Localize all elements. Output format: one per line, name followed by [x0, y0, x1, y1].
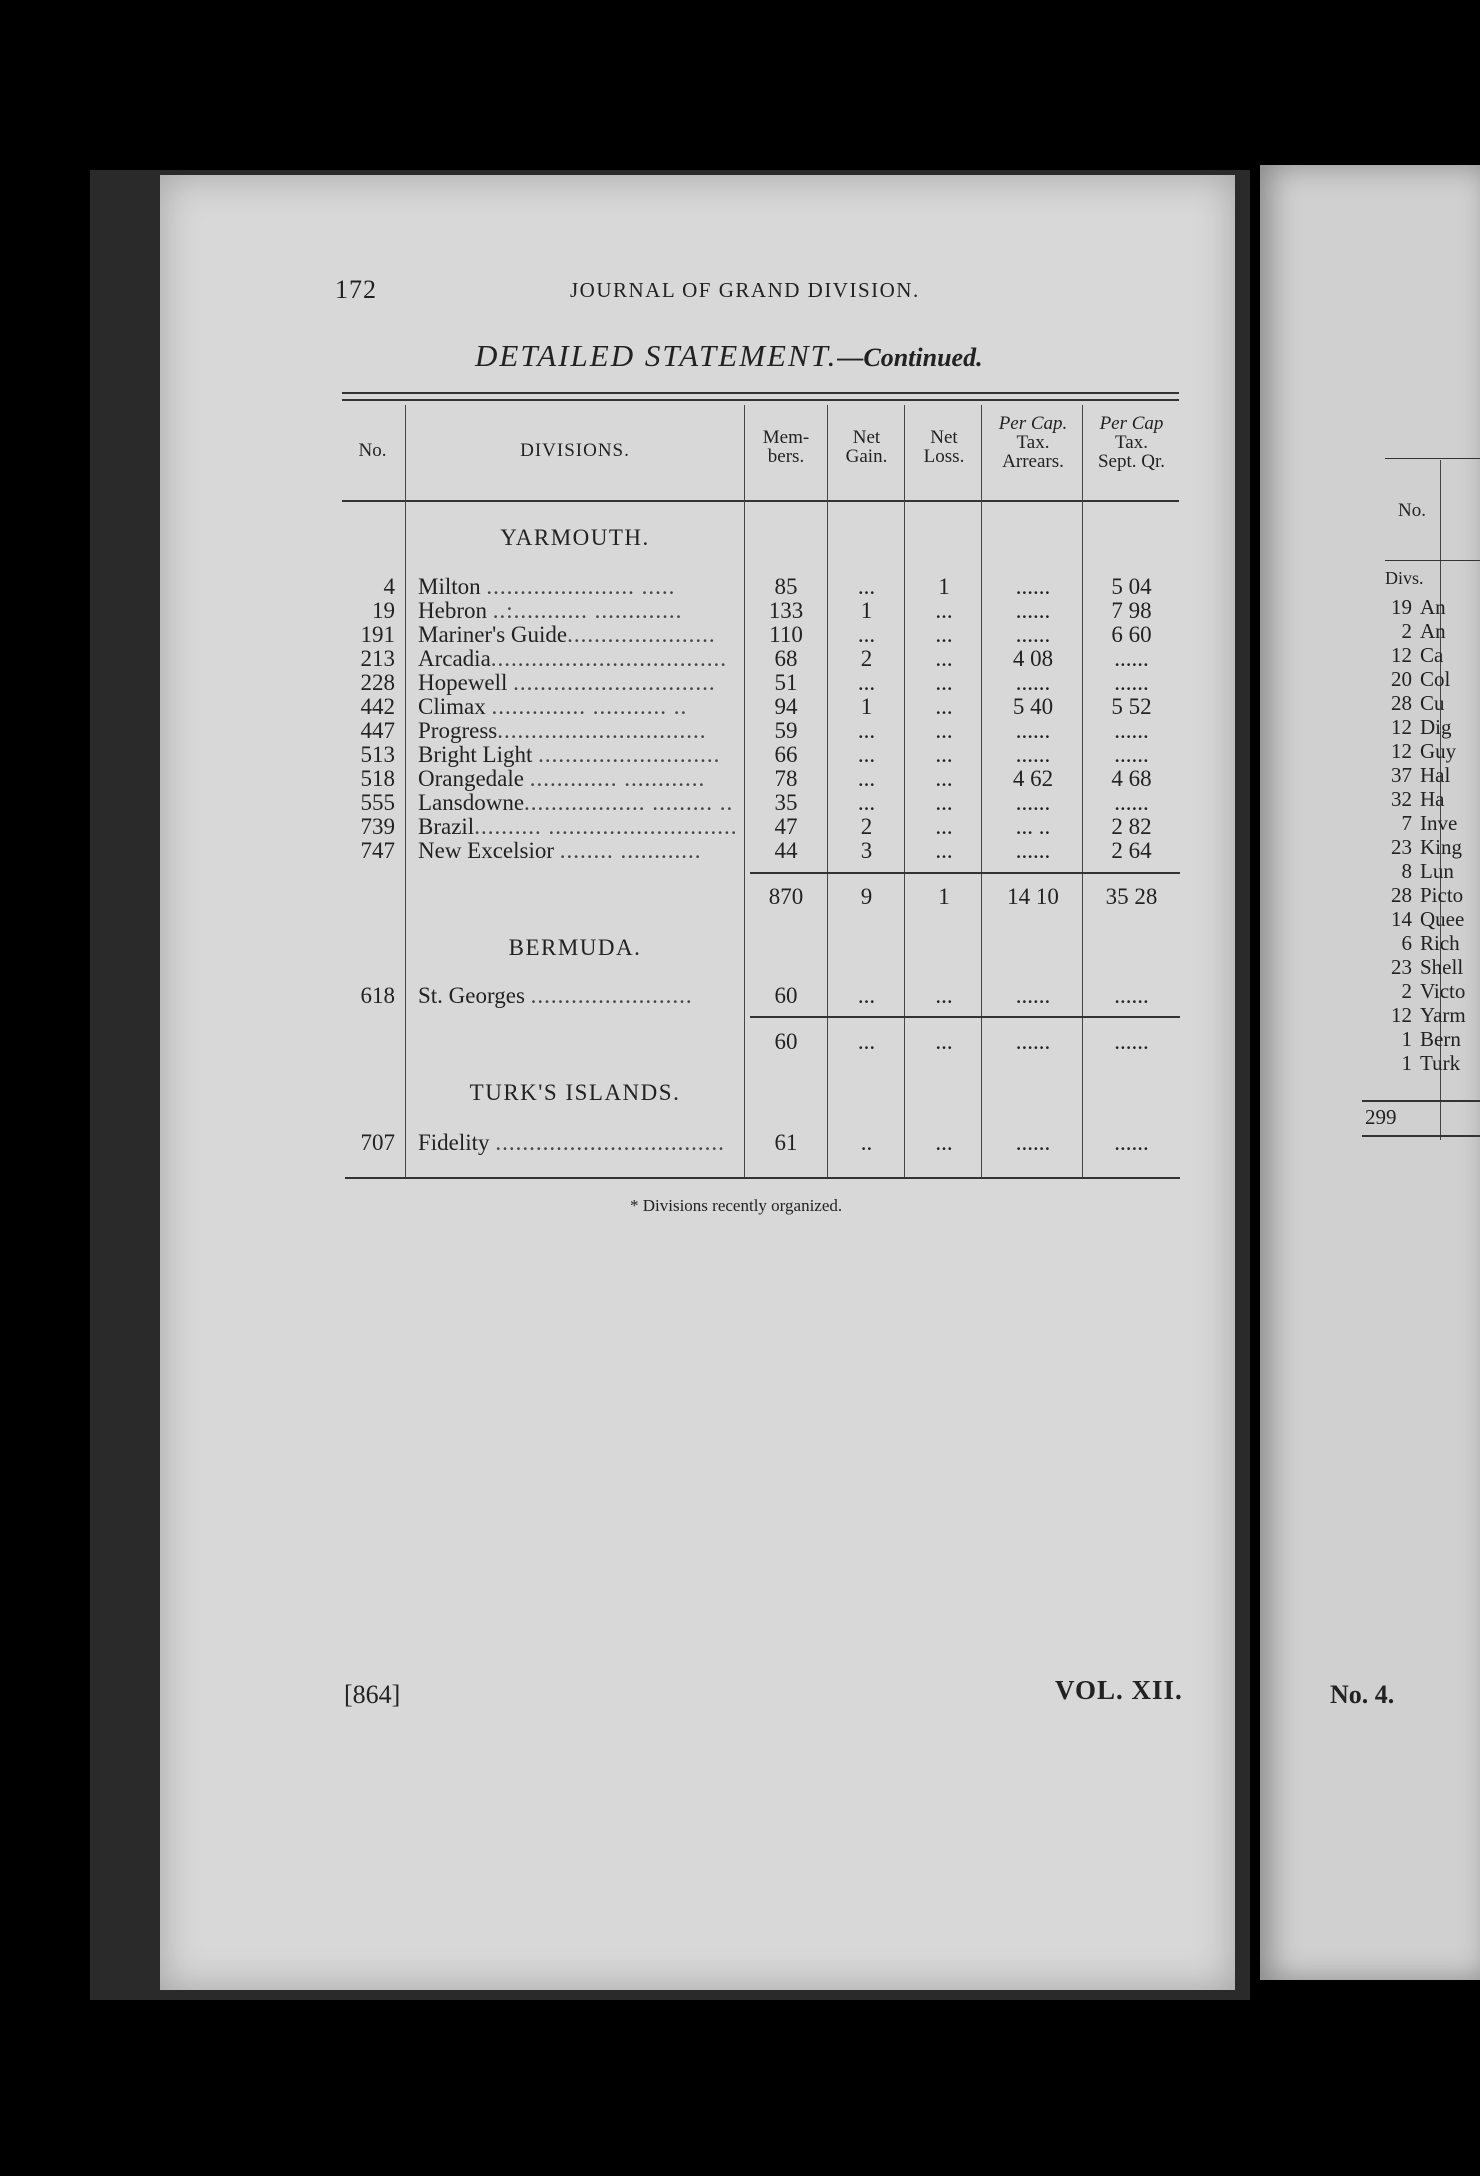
right-page-row-name: Inve	[1420, 811, 1458, 835]
row-members: 68	[774, 646, 798, 671]
right-page-row	[1360, 1051, 1480, 1075]
row-sept: 4 68	[1111, 766, 1152, 791]
row-leader-dots: ...................... .....	[486, 575, 676, 599]
row-no: 442	[360, 694, 395, 719]
right-page-row-count: 28	[1391, 883, 1412, 907]
row-name-text: Lansdowne	[418, 791, 525, 815]
total-sept: 35 28	[1105, 884, 1158, 909]
row-leader-dots: ...........................	[538, 743, 721, 767]
table-row	[0, 742, 1149, 767]
right-page-row-name: Yarm	[1420, 1003, 1466, 1027]
row-members: 85	[774, 574, 798, 599]
table-row	[0, 646, 1149, 671]
row-no: 739	[360, 814, 395, 839]
col-header-sept-2: Tax.	[1115, 432, 1148, 453]
right-page-row-name: Col	[1420, 667, 1451, 691]
right-page-row	[1360, 619, 1480, 643]
right-page-row-count: 28	[1391, 691, 1412, 715]
row-name-text: Progress	[418, 719, 498, 743]
table-row	[0, 983, 1149, 1008]
row-no: 4	[383, 574, 395, 599]
row-gain: ...	[857, 574, 876, 599]
row-gain: ...	[857, 622, 876, 647]
total-row	[0, 884, 1158, 909]
right-page-row-name: Ca	[1420, 643, 1444, 667]
row-loss: ...	[935, 790, 953, 815]
right-page-header-rule	[1385, 560, 1480, 561]
row-name	[418, 647, 740, 671]
row-name	[418, 815, 740, 839]
row-leader-dots: ...................................	[490, 647, 728, 671]
row-arrears: ......	[1015, 742, 1051, 767]
row-name-text: St. Georges	[418, 984, 525, 1008]
right-page-row-name: Dig	[1420, 715, 1452, 739]
row-leader-dots: ..............................	[513, 671, 716, 695]
row-sept: 6 60	[1111, 622, 1152, 647]
row-loss: 1	[938, 574, 950, 599]
header-bottom-rule	[342, 500, 1179, 502]
row-members: 47	[774, 814, 798, 839]
row-leader-dots: ............. ............	[529, 767, 706, 791]
row-name	[418, 767, 740, 791]
right-page-row-count: 12	[1391, 739, 1412, 763]
row-sept: ......	[1114, 742, 1149, 767]
right-page-row-count: 19	[1391, 595, 1412, 619]
row-leader-dots: ..:........... .............	[492, 599, 683, 623]
row-members: 59	[774, 718, 798, 743]
row-sept: ......	[1114, 1130, 1149, 1155]
table-bottom-rule	[345, 1177, 1180, 1179]
row-gain: ...	[857, 742, 876, 767]
col-header-arrears	[983, 414, 1083, 471]
right-page-row-name: Picto	[1420, 883, 1464, 907]
table-row	[0, 622, 1152, 647]
row-name-text: Orangedale	[418, 767, 524, 791]
row-leader-dots: ......................	[567, 623, 716, 647]
row-loss: ...	[935, 670, 953, 695]
total-gain: 9	[860, 884, 873, 909]
row-loss: ...	[935, 718, 953, 743]
total-loss: ...	[935, 1029, 953, 1054]
right-page-row	[1360, 811, 1480, 835]
table-row	[0, 814, 1152, 839]
footer-issue: No. 4.	[1330, 1680, 1395, 1709]
row-sept: 5 52	[1111, 694, 1152, 719]
row-loss: ...	[935, 983, 953, 1008]
right-page-row-count: 32	[1391, 787, 1412, 811]
row-sept: 2 64	[1111, 838, 1152, 863]
row-name-text: New Excelsior	[418, 839, 555, 863]
right-page-row	[1360, 715, 1480, 739]
col-header-sept-1: Per Cap	[1099, 413, 1164, 434]
row-name-text: Mariner's Guide	[418, 623, 568, 647]
section-heading-bermuda: BERMUDA.	[508, 935, 642, 960]
row-arrears: ......	[1015, 598, 1051, 623]
row-no: 19	[372, 598, 395, 623]
right-page-row	[1360, 787, 1480, 811]
row-no: 191	[360, 622, 395, 647]
running-title: JOURNAL OF GRAND DIVISION.	[570, 278, 920, 302]
row-name	[418, 743, 740, 767]
row-members: 44	[774, 838, 798, 863]
right-page-row	[1360, 955, 1480, 979]
right-page-row	[1360, 1003, 1480, 1027]
row-loss: ...	[935, 646, 953, 671]
row-name	[418, 984, 740, 1008]
right-page-row	[1360, 979, 1480, 1003]
row-gain: ...	[857, 766, 876, 791]
row-name-text: Arcadia	[418, 647, 491, 671]
footer-volume: VOL. XII.	[1055, 1675, 1183, 1705]
right-page-row-name: An	[1420, 619, 1446, 643]
row-members: 61	[774, 1130, 798, 1155]
row-sept: ......	[1114, 983, 1149, 1008]
row-name	[418, 623, 740, 647]
right-page-row	[1360, 691, 1480, 715]
right-page-row-count: 23	[1391, 955, 1412, 979]
row-name	[418, 599, 740, 623]
right-page-row	[1360, 643, 1480, 667]
right-page-row-count: 12	[1391, 643, 1412, 667]
right-page-row	[1360, 667, 1480, 691]
row-sept: ......	[1114, 646, 1149, 671]
right-page-row-count: 1	[1401, 1051, 1412, 1075]
col-header-members-2: bers.	[767, 446, 805, 467]
row-no: 618	[360, 983, 395, 1008]
right-page-row	[1360, 907, 1480, 931]
right-page-row	[1360, 1027, 1480, 1051]
row-arrears: ......	[1015, 983, 1051, 1008]
right-page-row-name: Ha	[1420, 787, 1445, 811]
right-page-total: 299	[1365, 1105, 1397, 1129]
right-page-col-no: No.	[1398, 500, 1426, 521]
col-header-members-1: Mem-	[762, 427, 810, 448]
row-loss: ...	[935, 598, 953, 623]
subtitle-continued: —Continued.	[837, 343, 983, 372]
table-row	[0, 598, 1152, 623]
row-members: 60	[774, 983, 798, 1008]
row-name	[418, 575, 740, 599]
row-sept: 7 98	[1111, 598, 1152, 623]
right-page-row-count: 6	[1401, 931, 1412, 955]
row-name-text: Hopewell	[418, 671, 508, 695]
col-header-arrears-2: Tax.	[1016, 432, 1050, 453]
row-arrears: 4 62	[1012, 766, 1054, 791]
row-members: 94	[774, 694, 798, 719]
total-loss: 1	[938, 884, 950, 909]
table-row	[0, 838, 1152, 863]
right-page-bottom-rule	[1362, 1135, 1480, 1137]
row-gain: ...	[857, 670, 876, 695]
row-loss: ...	[935, 838, 953, 863]
row-loss: ...	[935, 742, 953, 767]
col-header-gain-1: Net	[852, 427, 881, 448]
col-header-sept-3: Sept. Qr.	[1097, 451, 1166, 472]
row-members: 110	[769, 622, 803, 647]
row-no: 513	[360, 742, 395, 767]
table-top-rule-2	[342, 399, 1179, 401]
subtitle	[475, 338, 983, 374]
right-page-row-count: 1	[1401, 1027, 1412, 1051]
row-members: 35	[774, 790, 798, 815]
right-page-row-count: 7	[1401, 811, 1412, 835]
row-gain: 1	[860, 598, 873, 623]
footnote: * Divisions recently organized.	[630, 1196, 843, 1215]
row-name	[418, 695, 740, 719]
right-page-row	[1360, 595, 1480, 619]
section-heading-turks-islands: TURK'S ISLANDS.	[469, 1080, 681, 1105]
table-row	[0, 1130, 1149, 1155]
col-header-loss-2: Loss.	[923, 446, 965, 467]
right-page-row-count: 2	[1401, 979, 1412, 1003]
row-members: 78	[774, 766, 798, 791]
row-arrears: ......	[1015, 622, 1051, 647]
table-row	[0, 790, 1149, 815]
right-page-row-count: 20	[1391, 667, 1412, 691]
table-row	[0, 694, 1152, 719]
total-sept: ......	[1114, 1029, 1149, 1054]
right-page-row-count: 12	[1391, 715, 1412, 739]
row-sept: ......	[1114, 790, 1149, 815]
total-arrears: ......	[1015, 1029, 1051, 1054]
total-members: 60	[774, 1029, 798, 1054]
right-page-row-name: Shell	[1420, 955, 1464, 979]
row-arrears: ......	[1015, 670, 1051, 695]
table-row	[0, 670, 1149, 695]
row-name	[418, 839, 740, 863]
row-gain: ...	[857, 790, 876, 815]
row-loss: ...	[935, 766, 953, 791]
row-loss: ...	[935, 694, 953, 719]
right-page-row-name: Rich	[1420, 931, 1460, 955]
total-members: 870	[768, 884, 804, 909]
row-leader-dots: .................. ......... ..	[524, 791, 734, 815]
right-page-total-rule	[1362, 1100, 1480, 1102]
right-page-row-name: Quee	[1420, 907, 1465, 931]
total-arrears: 14 10	[1007, 884, 1059, 909]
row-arrears: 5 40	[1012, 694, 1054, 719]
col-header-gain-2: Gain.	[845, 446, 888, 467]
row-name-text: Brazil	[418, 815, 475, 839]
row-name	[418, 671, 740, 695]
right-page-row	[1360, 739, 1480, 763]
col-header-sept	[1084, 414, 1179, 471]
col-header-loss-1: Net	[930, 427, 958, 448]
right-page-row-name: Hal	[1420, 763, 1451, 787]
row-no: 747	[360, 838, 395, 863]
right-page-row	[1360, 763, 1480, 787]
row-name	[418, 1131, 740, 1155]
row-arrears: ......	[1015, 718, 1051, 743]
row-leader-dots: .............. ........... ..	[491, 695, 688, 719]
row-no: 555	[360, 790, 395, 815]
right-page-row	[1360, 859, 1480, 883]
row-name	[418, 791, 740, 815]
right-page-row-name: Turk	[1420, 1051, 1461, 1075]
right-page-row-count: 23	[1391, 835, 1412, 859]
table-row	[0, 766, 1152, 791]
row-leader-dots: .......... ............................	[474, 815, 738, 839]
subtitle-main: DETAILED STATEMENT.	[475, 338, 838, 373]
right-page-row-count: 2	[1401, 619, 1412, 643]
col-header-arrears-3: Arrears.	[1002, 451, 1064, 472]
col-header-no: No.	[358, 440, 387, 461]
row-gain: 3	[860, 838, 873, 863]
table-top-rule-1	[342, 392, 1179, 394]
table-row	[0, 718, 1149, 743]
right-page-row-name: King	[1420, 835, 1462, 859]
footer-folio: [864]	[344, 1680, 401, 1709]
col-header-gain	[828, 428, 905, 466]
right-page-top-rule	[1385, 458, 1480, 459]
col-header-loss	[906, 428, 982, 466]
row-name	[418, 719, 740, 743]
row-gain: 1	[860, 694, 873, 719]
row-arrears: ......	[1015, 574, 1051, 599]
row-arrears: ... ..	[1015, 814, 1051, 839]
row-leader-dots: ..................................	[495, 1131, 725, 1155]
right-page-row-name: Guy	[1420, 739, 1457, 763]
total-gain: ...	[857, 1029, 876, 1054]
table-row	[0, 574, 1152, 599]
right-page-row	[1360, 883, 1480, 907]
row-members: 66	[774, 742, 798, 767]
row-no: 707	[360, 1130, 395, 1155]
row-no: 213	[360, 646, 395, 671]
row-sept: 5 04	[1111, 574, 1152, 599]
row-sept: ......	[1114, 670, 1149, 695]
right-page-divs-label: Divs.	[1385, 568, 1424, 588]
row-loss: ...	[935, 814, 953, 839]
row-name-text: Hebron	[418, 599, 487, 623]
row-no: 447	[360, 718, 395, 743]
row-members: 133	[768, 598, 804, 623]
row-name-text: Bright Light	[418, 743, 533, 767]
row-name-text: Fidelity	[418, 1131, 490, 1155]
right-page-row-name: Victo	[1420, 979, 1466, 1003]
row-arrears: ......	[1015, 790, 1051, 815]
right-page-row-count: 12	[1391, 1003, 1412, 1027]
row-members: 51	[774, 670, 798, 695]
row-loss: ...	[935, 622, 953, 647]
right-page-row-count: 37	[1391, 763, 1412, 787]
row-sept: ......	[1114, 718, 1149, 743]
right-page-row	[1360, 835, 1480, 859]
row-no: 518	[360, 766, 395, 791]
row-leader-dots: ........ ............	[559, 839, 702, 863]
row-gain: 2	[860, 814, 873, 839]
row-gain: ..	[860, 1130, 873, 1155]
col-header-arrears-1: Per Cap.	[998, 413, 1068, 434]
row-arrears: ......	[1015, 838, 1051, 863]
row-name-text: Milton	[418, 575, 481, 599]
row-arrears: ......	[1015, 1130, 1051, 1155]
row-leader-dots: ........................	[530, 984, 693, 1008]
row-name-text: Climax	[418, 695, 486, 719]
total-row	[0, 1029, 1149, 1054]
right-page-row-name: Bern	[1420, 1027, 1461, 1051]
right-page-row-count: 8	[1401, 859, 1412, 883]
right-page-row-name: An	[1420, 595, 1446, 619]
subtotal-rule-yarmouth	[750, 872, 1180, 874]
col-header-divisions: DIVISIONS.	[520, 440, 630, 461]
section-heading-yarmouth: YARMOUTH.	[500, 525, 650, 550]
row-loss: ...	[935, 1130, 953, 1155]
row-gain: 2	[860, 646, 873, 671]
row-gain: ...	[857, 718, 876, 743]
row-arrears: 4 08	[1012, 646, 1054, 671]
row-gain: ...	[857, 983, 876, 1008]
right-page-row-count: 14	[1391, 907, 1412, 931]
row-leader-dots: ...............................	[497, 719, 707, 743]
right-page-row-name: Cu	[1420, 691, 1445, 715]
right-page-row	[1360, 931, 1480, 955]
col-header-members	[745, 428, 827, 466]
row-sept: 2 82	[1111, 814, 1152, 839]
row-no: 228	[360, 670, 395, 695]
right-page-row-name: Lun	[1420, 859, 1454, 883]
subtotal-rule-bermuda	[750, 1016, 1180, 1018]
page-number: 172	[335, 275, 377, 304]
